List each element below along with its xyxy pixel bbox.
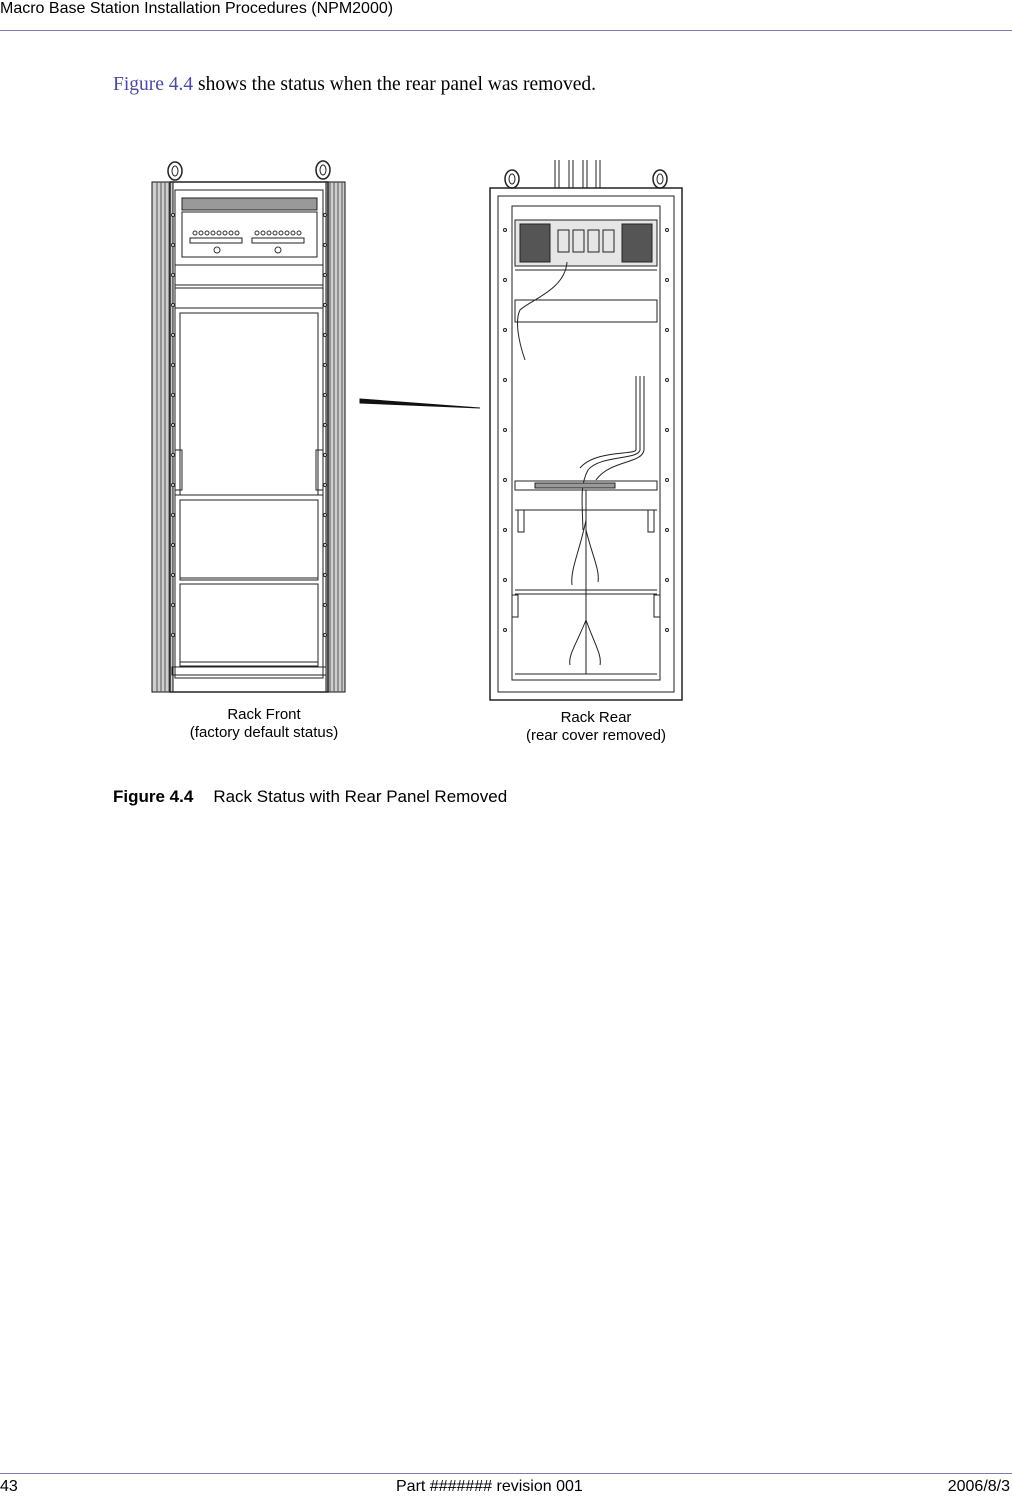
figure-caption xyxy=(113,787,507,807)
page-footer xyxy=(0,1473,1012,1496)
part-number: Part ####### revision 001 xyxy=(396,1478,583,1495)
page-number: 43 xyxy=(0,1478,18,1495)
rack-rear-label xyxy=(496,709,696,745)
rack-figure xyxy=(140,150,700,755)
rack-front-title: Rack Front xyxy=(227,706,301,723)
figure-label: Figure 4.4 xyxy=(113,787,194,806)
intro-text: shows the status when the rear panel was removed. xyxy=(193,74,597,95)
intro-paragraph xyxy=(113,72,596,98)
rack-rear-subtitle: (rear cover removed) xyxy=(525,727,667,744)
rack-front-label xyxy=(154,706,374,742)
document-date: 2006/8/3 xyxy=(947,1478,1010,1495)
rack-drawing xyxy=(140,150,700,755)
figure-reference-link[interactable]: Figure 4.4 xyxy=(113,74,194,95)
rack-rear-drawing xyxy=(490,160,682,700)
rack-front-drawing xyxy=(152,161,345,692)
rack-front-subtitle: (factory default status) xyxy=(189,724,339,741)
figure-caption-text: Rack Status with Rear Panel Removed xyxy=(213,787,508,806)
page-header xyxy=(0,0,1012,31)
rack-rear-title: Rack Rear xyxy=(560,709,632,726)
header-title: Macro Base Station Installation Procedures (NPM2000) xyxy=(0,0,394,17)
